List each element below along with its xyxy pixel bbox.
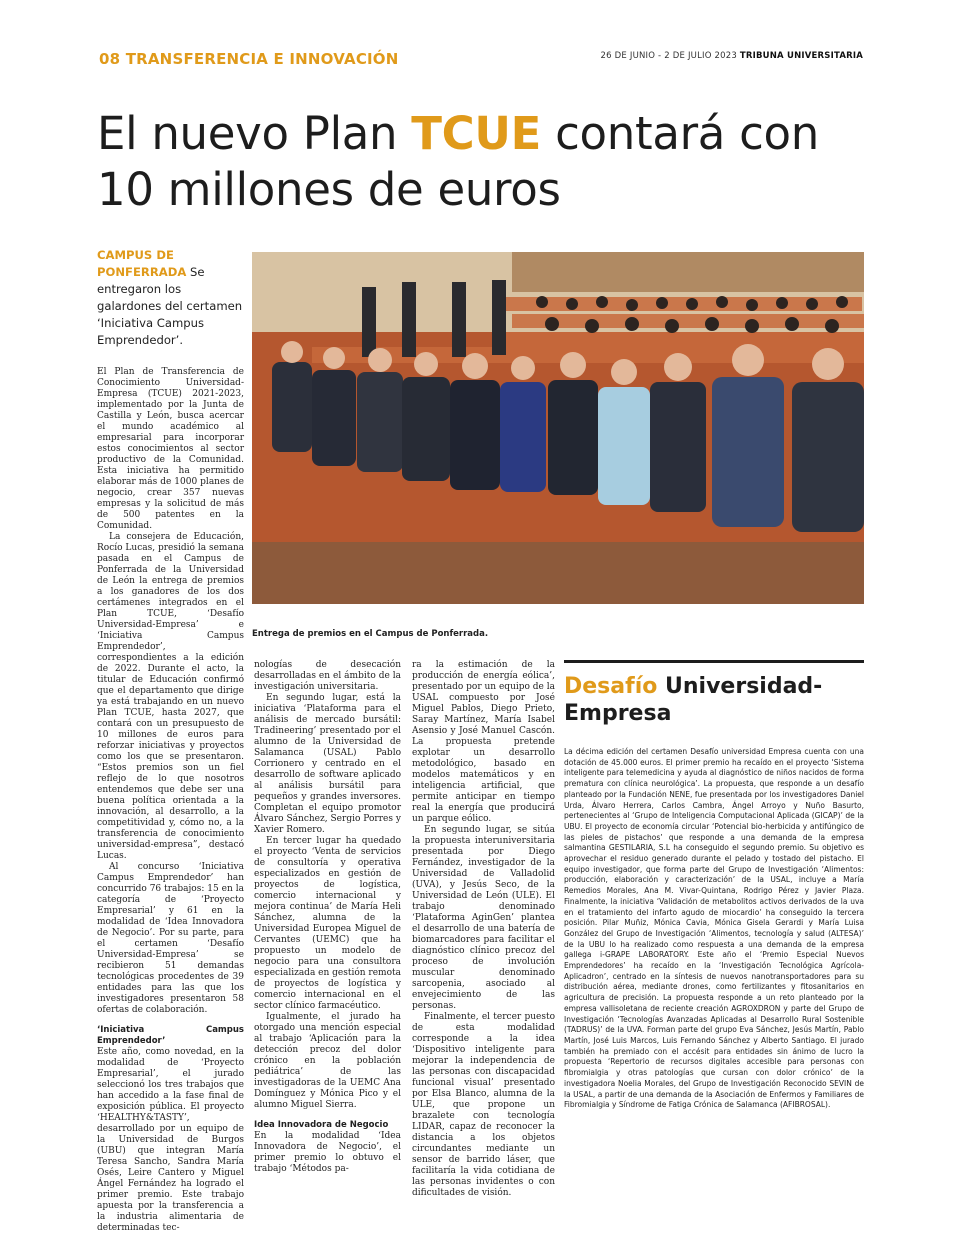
paragraph: Este año, como novedad, en la modalidad de ‘Proyecto Empresarial’, el jurado seleccionó los tres trabajos que han accedido a la fase final de exposición pública. El proyecto ‘HEALTHY&TASTY’, desarrollado por un equipo de la Universidad de Burgos (UBU) que integran María Teresa Sancho, Sandra María Osés, Leire Cantero y Miguel Ángel Fernández ha logrado el primer premio. Este trabajo apuesta por la transferencia a la industria alimentaria de determinadas tec- (97, 1047, 244, 1233)
sidebar-title-rest: Universidad-Empresa (564, 674, 823, 726)
paragraph: Al concurso ‘Iniciativa Campus Emprendedor’ han concurrido 76 trabajos: 15 en la categoría de ‘Proyecto Empresarial’ y 61 en la modalidad de ‘Idea Innovadora de Negocio’. Por su parte, para el certamen ‘Desafío Universidad-Empresa’ se recibieron 51 demandas tecnológicas procedentes de 39 entidades para las que los investigadores presentaron 58 ofertas de colaboración. (97, 862, 244, 1015)
paragraph: La consejera de Educación, Rocío Lucas, presidió la semana pasada en el Campus de Ponferrada de la Universidad de León la entrega de premios a los ganadores de los dos certámenes integrados en el Plan TCUE, ‘Desafío Universidad-Empresa’ e ‘Iniciativa Campus Emprendedor’, correspondientes a la edición de 2022. Durante el acto, la titular de Educación confirmó que el departamento que dirige ya está trabajando en un nuevo Plan TCUE, hasta 2027, que contará con un presupuesto de 10 millones de euros para reforzar iniciativas y proyectos como los que se presentaron. “Estos premios son un fiel reflejo de lo que nosotros entendemos que debe ser una buena política orientada a la innovación, al desarrollo, a la competitividad y, cómo no, a la transferencia de conocimiento universidad-empresa”, destacó Lucas. (97, 532, 244, 861)
sidebar-box (564, 660, 864, 1111)
headline (97, 106, 877, 218)
paragraph: En la modalidad ‘Idea Innovadora de Negocio’, el primer premio lo obtuvo el trabajo ‘Métodos pa- (254, 1131, 401, 1174)
paragraph: En segundo lugar, está la iniciativa ‘Plataforma para el análisis de mercado bursátil: Tradineering’ presentado por el alumno de la Universidad de Salamanca (USAL) Pablo Corrionero y centrado en el desarrollo de software aplicado al análisis bursátil para pequeños y grandes inversores. Completan el equipo promotor Álvaro Sánchez, Sergio Porres y Xavier Romero. (254, 693, 401, 835)
paragraph: El Plan de Transferencia de Conocimiento Universidad-Empresa (TCUE) 2021-2023, implementado por la Junta de Castilla y León, busca acercar el mundo académico al empresarial para incorporar estos conocimientos al sector productivo de la Comunidad. Esta iniciativa ha permitido elaborar más de 1000 planes de negocio, crear 357 nuevas empresas y la solicitud de más de 500 patentes en la Comunidad. (97, 367, 244, 531)
paragraph: En tercer lugar ha quedado el proyecto ‘Venta de servicios de consultoría y operativa especializados en gestión de proyectos de logística, comercio internacional y mejora continua’ de María Heli Sánchez, alumna de la Universidad Europea Miguel de Cervantes (UEMC) que ha propuesto un modelo de negocio para una consultora especializada en gestión remota de proyectos de logística y comercio internacional en el sector clínico farmacéutico. (254, 836, 401, 1011)
article-column-2 (254, 660, 401, 1175)
subheading: ‘Iniciativa Campus Emprendedor’ (97, 1025, 244, 1046)
sidebar-title-accent: Desafío (564, 674, 658, 699)
publication-name: TRIBUNA UNIVERSITARIA (739, 51, 863, 61)
article-column-3 (412, 660, 555, 1199)
lead-tag: CAMPUS DE PONFERRADA (97, 248, 187, 279)
paragraph: nologías de desecación desarrolladas en el ámbito de la investigación universitaria. (254, 660, 401, 692)
issue-dates: 26 DE JUNIO - 2 DE JULIO 2023 (600, 51, 737, 61)
sidebar-title (564, 673, 864, 727)
headline-accent: TCUE (411, 107, 542, 160)
sidebar-text: La décima edición del certamen Desafío universidad Empresa cuenta con una dotación de 45.000 euros. El primer premio ha recaído en el proyecto ‘Sistema inteligente para telemedicina y ayuda al diagnóstico de niños nacidos de forma prematura con clínica neurológica’. La propuesta, que responde a un desafío planteado por la Fundación NENE, fue presentada por los investigadores Daniel Urda, Álvaro Herrera, Carlos Cambra, Ángel Arroyo y Nuño Basurto, pertenecientes al ‘Grupo de Inteligencia Computacional Aplicada (GICAP)’ de la UBU. El proyecto de economía circular ‘Potencial bio-herbicida y antifúngico de las pieles de pistachos’ que responde a una demanda de la empresa salmantina GESTILARIA, S.L ha conseguido el segundo premio. Su objetivo es aprovechar el residuo generado durante el pelado y tostado del pistacho. El equipo investigador, que forma parte del Grupo de Investigación ‘Alimentos: producción, elaboración y caracterización’ de la USAL, incluye a María Remedios Morales, Ana M. Vivar-Quintana, Rodrigo Pérez y Javier Plaza. Finalmente, la iniciativa ‘Validación de metabolitos activos derivados de la uva en el tratamiento del infarto agudo de miocardio’ ha conseguido la tercera posición. Pilar Muñiz, Mónica Cavia, Mónica Gisela Gerardi y María Luisa González del Grupo de Investigación ‘Alimentos, tecnología y salud (ALTESA)’ de la UBU lo ha realizado como respuesta a una demanda de la empresa gallega i-GRAPE LABORATORY. Este año el ‘Premio Especial Nuevos Emprendedores’ ha recaído en la ‘Investigación Tecnológica Agrícola-Aplicadron’, centrado en la síntesis de nuevos nanotransportadores para su distribución aérea, mediante drones, como fertilizantes y fitosanitarios en agricultura de precisión. La propuesta responde a un reto planteado por la empresa vallisoletana de reciente creación AGROXDRON y parte del Grupo de Investigación ‘Tecnologías Avanzadas Aplicadas al Desarrollo Rural Sostenible (TADRUS)’ de la UVA. Forman parte del grupo Eva Sánchez, Jesús Martín, Pablo Martín, José Luis Marcos, Luis Fernando Sánchez y Alberto Santiago. El jurado también ha premiado con el accésit para entidades sin ánimo de lucro la propuesta ‘Repertorio de recursos digitales accesible para personas con fibromialgia y otras patologías que cursan con dolor crónico’ de la investigadora Noelia Morales, del Grupo de Investigación Reconocido SEVIN de la USAL, a partir de una demanda de la Asociación de Enfermos y Familiares de Fibromialgia y Síndrome de Fatiga Crónica de Salamanca (AFIBROSAL). (564, 747, 864, 1110)
paragraph: Finalmente, el tercer puesto de esta modalidad corresponde a la idea ‘Dispositivo inteligente para mejorar la independencia de las personas con discapacidad funcional visual’ presentado por Elsa Blanco, alumna de la ULE, que propone un brazalete con tecnología LIDAR, capaz de reconocer la distancia a los objetos circundantes mediante un sensor de barrido láser, que facilitaría la vida cotidiana de las personas invidentes o con dificultades de visión. (412, 1012, 555, 1198)
lead-paragraph (97, 247, 245, 349)
headline-part2: contará con 10 millones de euros (97, 107, 819, 216)
paragraph: ra la estimación de la producción de energía eólica’, presentado por un equipo de la USAL compuesto por José Miguel Pablos, Diego Prieto, Saray Martínez, María Isabel Asensio y José Manuel Cascón. La propuesta pretende explotar un desarrollo metodológico, basado en modelos matemáticos y en inteligencia artificial, que permite anticipar en tiempo real la energía que producirá un parque eólico. (412, 660, 555, 824)
headline-part1: El nuevo Plan (97, 107, 412, 160)
issue-dateline (601, 51, 863, 61)
article-column-1 (97, 367, 244, 1234)
section-label: 08 TRANSFERENCIA E INNOVACIÓN (99, 50, 399, 68)
subheading: Idea Innovadora de Negocio (254, 1120, 389, 1130)
lead-text: Se entregaron los galardones del certamen ‘Iniciativa Campus Emprendedor’. (97, 265, 243, 347)
photo-caption: Entrega de premios en el Campus de Ponferrada. (252, 629, 489, 639)
ceremony-photo (252, 252, 864, 604)
photo-illustration (252, 252, 864, 604)
paragraph: Igualmente, el jurado ha otorgado una mención especial al trabajo ‘Aplicación para la detección precoz del dolor crónico en la población pediátrica’ de las investigadoras de la UEMC Ana Domínguez y Mónica Pico y el alumno Miguel Sierra. (254, 1012, 401, 1110)
paragraph: En segundo lugar, se sitúa la propuesta interuniversitaria presentada por Diego Fernández, investigador de la Universidad de Valladolid (UVA), y Jesús Seco, de la Universidad de León (ULE). El trabajo denominado ‘Plataforma AginGen’ plantea el desarrollo de una batería de biomarcadores para facilitar el diagnóstico clínico precoz del proceso de involución muscular denominado sarcopenia, asociado al envejecimiento de las personas. (412, 825, 555, 1011)
